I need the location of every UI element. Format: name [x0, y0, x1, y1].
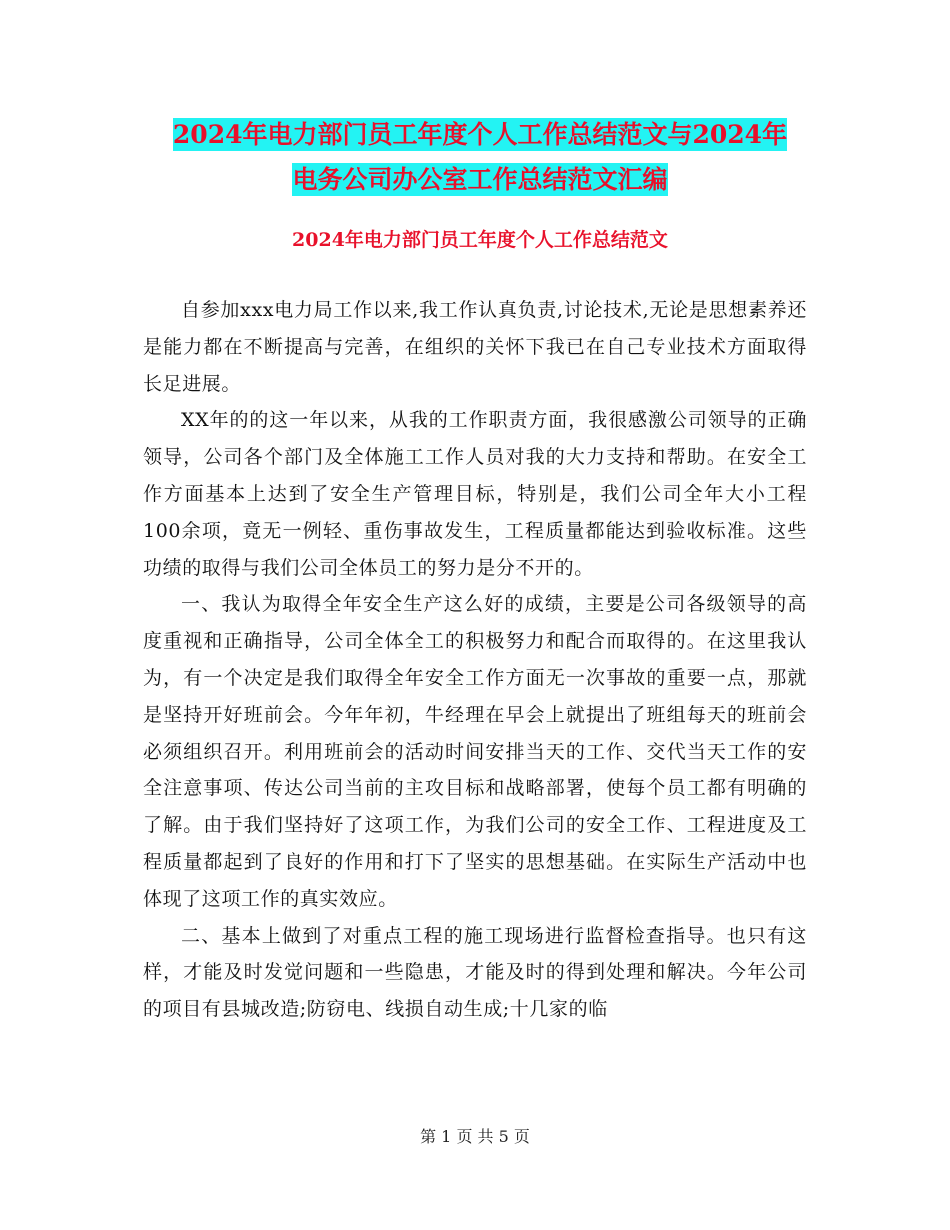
paragraph-year-summary: XX年的的这一年以来，从我的工作职责方面，我很感激公司领导的正确领导，公司各个部门及全体施工工作人员对我的大力支持和帮助。在安全工作方面基本上达到了安全生产管理目标，特别是，我们公司全年大小工程100余项，竟无一例轻、重伤事故发生，工程质量都能达到验收标准。这些功绩的取得与我们公司全体员工的努力是分不开的。: [143, 409, 807, 579]
document-title-line-2: 电务公司办公室工作总结范文汇编: [292, 165, 668, 194]
paragraph-point-one: 一、我认为取得全年安全生产这么好的成绩，主要是公司各级领导的高度重视和正确指导，公司全体全工的积极努力和配合而取得的。在这里我认为，有一个决定是我们取得全年安全工作方面无一次事故的重要一点，那就是坚持开好班前会。今年年初，牛经理在早会上就提出了班组每天的班前会必须组织召开。利用班前会的活动时间安排当天的工作、交代当天工作的安全注意事项、传达公司当前的主攻目标和战略部署，使每个员工都有明确的了解。由于我们坚持好了这项工作，为我们公司的安全工作、工程进度及工程质量都起到了良好的作用和打下了坚实的思想基础。在实际生产活动中也体现了这项工作的真实效应。: [143, 593, 807, 910]
paragraph-intro: 自参加xxx电力局工作以来,我工作认真负责,讨论技术,无论是思想素养还是能力都在不断提高与完善，在组织的关怀下我已在自己专业技术方面取得长足进展。: [143, 299, 807, 395]
paragraph-point-two: 二、基本上做到了对重点工程的施工现场进行监督检查指导。也只有这样，才能及时发觉问题和一些隐患，才能及时的得到处理和解决。今年公司的项目有县城改造;防窃电、线损自动生成;十几家的临: [143, 924, 807, 1021]
section-title: 2024年电力部门员工年度个人工作总结范文: [292, 229, 668, 251]
document-body: [143, 292, 807, 1028]
page-footer: 第 1 页 共 5 页: [420, 1127, 530, 1146]
document-title: [140, 112, 820, 202]
document-title-line-1: 2024年电力部门员工年度个人工作总结范文与2024年: [172, 120, 788, 149]
